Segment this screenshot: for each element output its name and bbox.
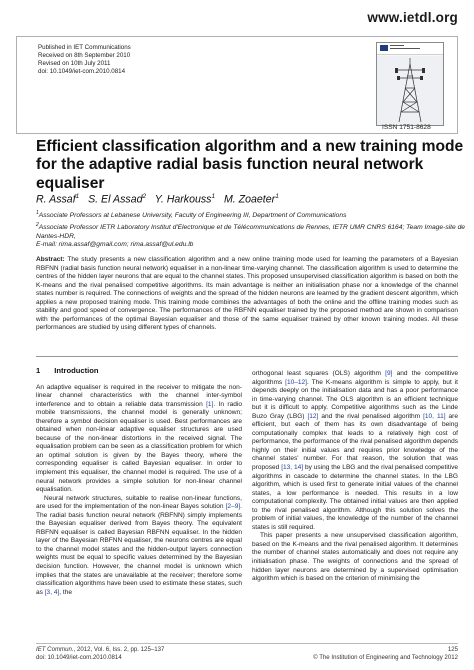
author-list: R. Assaf$^1$ S. El Assad$^2$ Y. Harkouss$^1$ M. Zoaeter$^1$: [36, 193, 279, 206]
published-in: Published in IET Communications: [38, 44, 131, 51]
citation-link[interactable]: [13, 14]: [281, 464, 304, 472]
affiliation-2: $^2$Associate Professor IETR Laboratory Institut d'Electronique et de Télécommunications de Rennes, IETR UMR CNRS 6164; Team Image-site de Nantes-HDR,: [36, 221, 466, 240]
site-url[interactable]: www.ietdl.org: [367, 10, 458, 25]
left-column: [36, 367, 242, 597]
paragraph: An adaptive equaliser is required in the receiver to mitigate the non-linear channel characteristics with the channel inter-symbol interference and to obtain a reliable data transmission [1]. In radio mobile transmissions, the channel model is generally unknown; therefore a symbol decision equaliser is used. Best performances are obtained when non-linear adaptive equaliser structures are used because of the non-linear distortions in the received signal. The equalisation problem can be seen as a classification problem for which an optimal solution is given by the Bayes theory, where the corresponding equaliser is called Bayesian equaliser. In order to implement this equaliser, the channel model is required. The use of a neural network provides a simple solution for non-linear channel equalisation.: [36, 383, 242, 494]
author-name: R. Assaf: [36, 193, 76, 206]
abstract-divider: [36, 356, 458, 357]
affiliations: [36, 209, 466, 250]
citation-link[interactable]: [3, 4]: [44, 588, 60, 596]
received-date: Received on 8th September 2010: [38, 52, 131, 60]
citation-link[interactable]: [10, 11]: [423, 412, 446, 420]
footer-doi: doi: 10.1049/iet-com.2010.0814: [36, 653, 122, 661]
author-name: M. Zoaeter: [223, 193, 276, 206]
affiliation-1: $^1$Associate Professors at Lebanese University, Faculty of Engineering III, Department of Communications: [36, 210, 347, 220]
author-name: S. El Assad: [88, 193, 143, 206]
page-number: 125: [447, 646, 458, 653]
footer-citation: IET Commun., 2012, Vol. 6, Iss. 2, pp. 125–137 doi: 10.1049/iet-com.2010.0814: [36, 646, 165, 661]
paragraph: This paper presents a new unsupervised classification algorithm, based on the K-means and the rival penalised algorithm. It determines the number of channel states automatically and does not require any initialisation phase. The weights of connections and the spread of hidden layer neurons are determined by a supervised optimisation algorithm which is based on the criterion of minimising the: [252, 532, 458, 583]
paper-title: Efficient classification algorithm and a new training mode for the adaptive radial basis function neural network equaliser: [36, 138, 464, 192]
publication-info: [38, 44, 131, 76]
section-heading: 1 Introduction: [36, 366, 99, 375]
citation-link[interactable]: [12]: [307, 412, 319, 420]
citation-link[interactable]: [9]: [385, 370, 393, 377]
doi: doi: 10.1049/iet-com.2010.0814: [38, 68, 126, 76]
author-email[interactable]: E-mail: rima.assaf@gmail.com; rima.assaf@ul.edu.lb: [36, 241, 194, 249]
revised-date: Revised on 10th July 2011: [38, 60, 111, 68]
citation-link[interactable]: [1]: [206, 400, 214, 408]
citation-link[interactable]: [10–12]: [285, 378, 307, 386]
abstract-text: The study presents a new classification algorithm and a new online training mode used for learning the parameters of a Bayesian RBFNN (radial basis function neural network) equaliser in a non-linear time-varying channel. The classification algorithm is used to determine the centres of the hidden layer neurons that are equal to the channel states. This proposed unsupervised classification algorithm is based on both the K-means and the rival penalised competitive algorithms. Its main advantage is neither an initialisation phase nor a knowledge of the channel states number is required. The connections of weights and the spread of the hidden neurons are learned by the gradient descent algorithm, which applies a new proposed training mode. This training mode combines the advantages of both the online and the offline training modes such as stability and good speed of convergence. The performances of the RBFNN equaliser trained by the proposed method are shown in comparison with the performances of the optimal Bayesian equaliser and those of the same equaliser trained by other known training modes. All these performances are studied by using different types of channels.: [36, 256, 459, 332]
author-name: Y. Harkouss: [154, 193, 212, 206]
paragraph: orthogonal least squares (OLS) algorithm [9] and the competitive algorithms [10–12]. The K-means algorithm is simple to apply, but it depends deeply on the initialisation data and has a poor performance in time-varying channel. The OLS algorithm is an efficient technique but it is difficult to apply. Competitive algorithms such as the Linde Buzo Gray (LBG) [12] and the rival penalised algorithm [10, 11] are efficient, but each of them has its own disadvantage of being computationally complex that leads to a relatively high cost of performance, the performance of the rival penalised algorithm depends highly on their initial values and requires prior knowledge of the channel states' number. For that reason, the solution that was proposed [13, 14] by using the LBG and the rival penalised competitive algorithms in cascade to determine the channel states. In the LBG algorithm, which is used first to generate initial values of the channel states, a low performance is needed. This results in a low computational complexity. The obtained initial values are then applied to the rival penalised algorithm. Although this solution solves the problem of initial values, the knowledge of the number of the channel states is still required.: [252, 370, 458, 531]
footer-divider: [36, 643, 458, 644]
right-column: [252, 370, 458, 584]
abstract-label: Abstract:: [36, 256, 65, 263]
footer-right: [313, 646, 458, 662]
journal-cover-thumbnail: [376, 42, 444, 126]
issn: ISSN 1751-8628: [382, 124, 431, 131]
copyright: © The Institution of Engineering and Technology 2012: [313, 653, 458, 661]
abstract: [36, 256, 458, 333]
iet-logo-icon: [380, 45, 388, 51]
paragraph: Neural network structures, suitable to realise non-linear functions, are used for the implementation of the non-linear Bayes solution [2–9]. The radial basis function neural network (RBFNN) simply implements the Bayesian equaliser derived from Bayes theory. The equivalent RBFNN equaliser is called Bayesian RBFNN equaliser. In the hidden layer of the Bayesian RBFNN equaliser, the neurons centres are equal to the channel model states and the hidden-output layers connection weights must be equal to specific values determined by the Bayesian decision function. However, the channel model is unknown which implies that the states are unavailable at the receiver; therefore some classification algorithms have been used to estimate these states, such as [3, 4], the: [36, 494, 242, 596]
citation-link[interactable]: [2–9]: [225, 503, 241, 511]
antenna-tower-icon: [377, 56, 443, 125]
